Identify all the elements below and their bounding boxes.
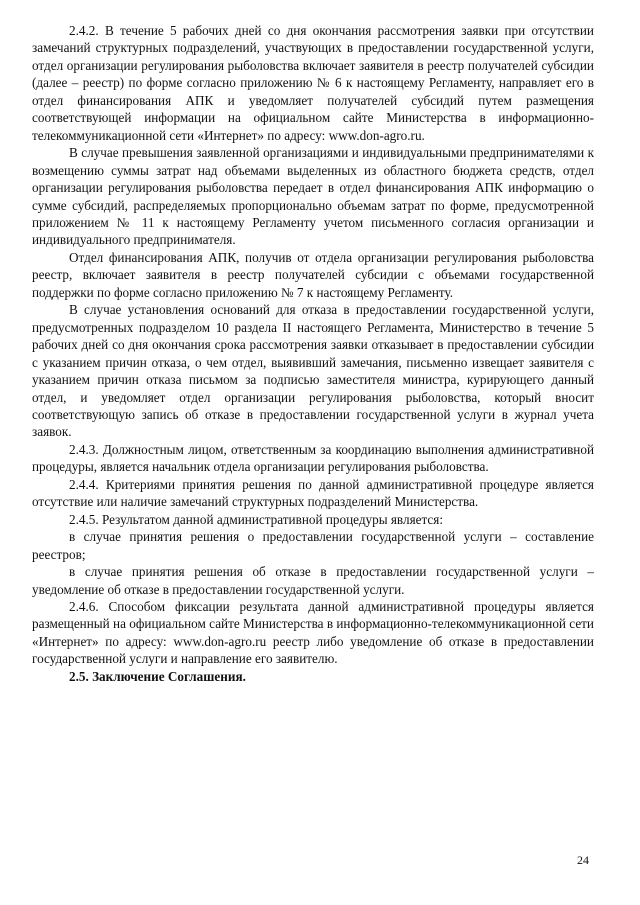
section-heading: 2.5. Заключение Соглашения. <box>69 668 246 684</box>
paragraph-result-refusal: в случае принятия решения об отказе в предоставлении государственной услуги – уведомление об отказе в предоставлении государственной услуги. <box>32 564 594 597</box>
paragraph-2-4-5: 2.4.5. Результатом данной административной процедуры является: <box>69 511 443 527</box>
paragraph-2-4-6: 2.4.6. Способом фиксации результата данной административной процедуры является размещенный на официальном сайте Министерства в информационно-телекоммуникационной сети «Интернет» по адресу: www.don-agro.ru реестр либо уведомление об отказе в предоставлении государственной услуги и направление его заявителю. <box>32 598 594 667</box>
paragraph-2-4-4: 2.4.4. Критериями принятия решения по данной административной процедуре является отсутствие или наличие замечаний структурных подразделений Министерства. <box>32 476 594 510</box>
paragraph-excess-claims: В случае превышения заявленной организациями и индивидуальными предпринимателями к возмещению суммы затрат над объемами выделенных из областного бюджета средств, отдел организации регулирования рыболовства передает в отдел финансирования АПК информацию о сумме субсидий, распределяемых пропорционально объемам затрат по форме, предусмотренной приложением № 11 к настоящему Регламенту учетом письменного согласия организации и индивидуального предпринимателя. <box>32 145 594 248</box>
document-body <box>32 22 594 685</box>
paragraph-result-approval: в случае принятия решения о предоставлении государственной услуги – составление реестров; <box>32 529 594 562</box>
paragraph-refusal-grounds: В случае установления оснований для отказа в предоставлении государственной услуги, предусмотренных подразделом 10 раздела II настоящего Регламента, Министерство в течение 5 рабочих дней со дня окончания срока рассмотрения заявки отказывает в предоставлении субсидии с указанием причин отказа, о чем отдел, выявивший замечания, письменно извещает заявителя с указанием причин отказа письмом за подписью заместителя министра, курирующего данный отдел, и уведомляет отдел организации регулирования рыболовства, который вносит соответствующую запись об отказе в предоставлении государственной услуги в журнал учета заявок. <box>32 302 594 440</box>
paragraph-2-4-3: 2.4.3. Должностным лицом, ответственным за координацию выполнения административной процедуры, является начальник отдела организации регулирования рыболовства. <box>32 441 594 475</box>
paragraph-2-4-2: 2.4.2. В течение 5 рабочих дней со дня окончания рассмотрения заявки при отсутствии замечаний структурных подразделений, участвующих в предоставлении государственной услуги, отдел организации регулирования рыболовства включает заявителя в реестр получателей субсидии (далее – реестр) по форме согласно приложению № 6 к настоящему Регламенту, направляет его в отдел финансирования АПК и уведомляет получателей субсидий путем размещения соответствующей информации на официальном сайте Министерства в информационно-телекоммуникационной сети «Интернет» по адресу: www.don-agro.ru. <box>32 23 594 143</box>
paragraph-finance-department: Отдел финансирования АПК, получив от отдела организации регулирования рыболовства реестр, включает заявителя в реестр получателей субсидии с объемами государственной поддержки по форме согласно приложению № 7 к настоящему Регламенту. <box>32 249 594 300</box>
page-number: 24 <box>577 853 589 867</box>
